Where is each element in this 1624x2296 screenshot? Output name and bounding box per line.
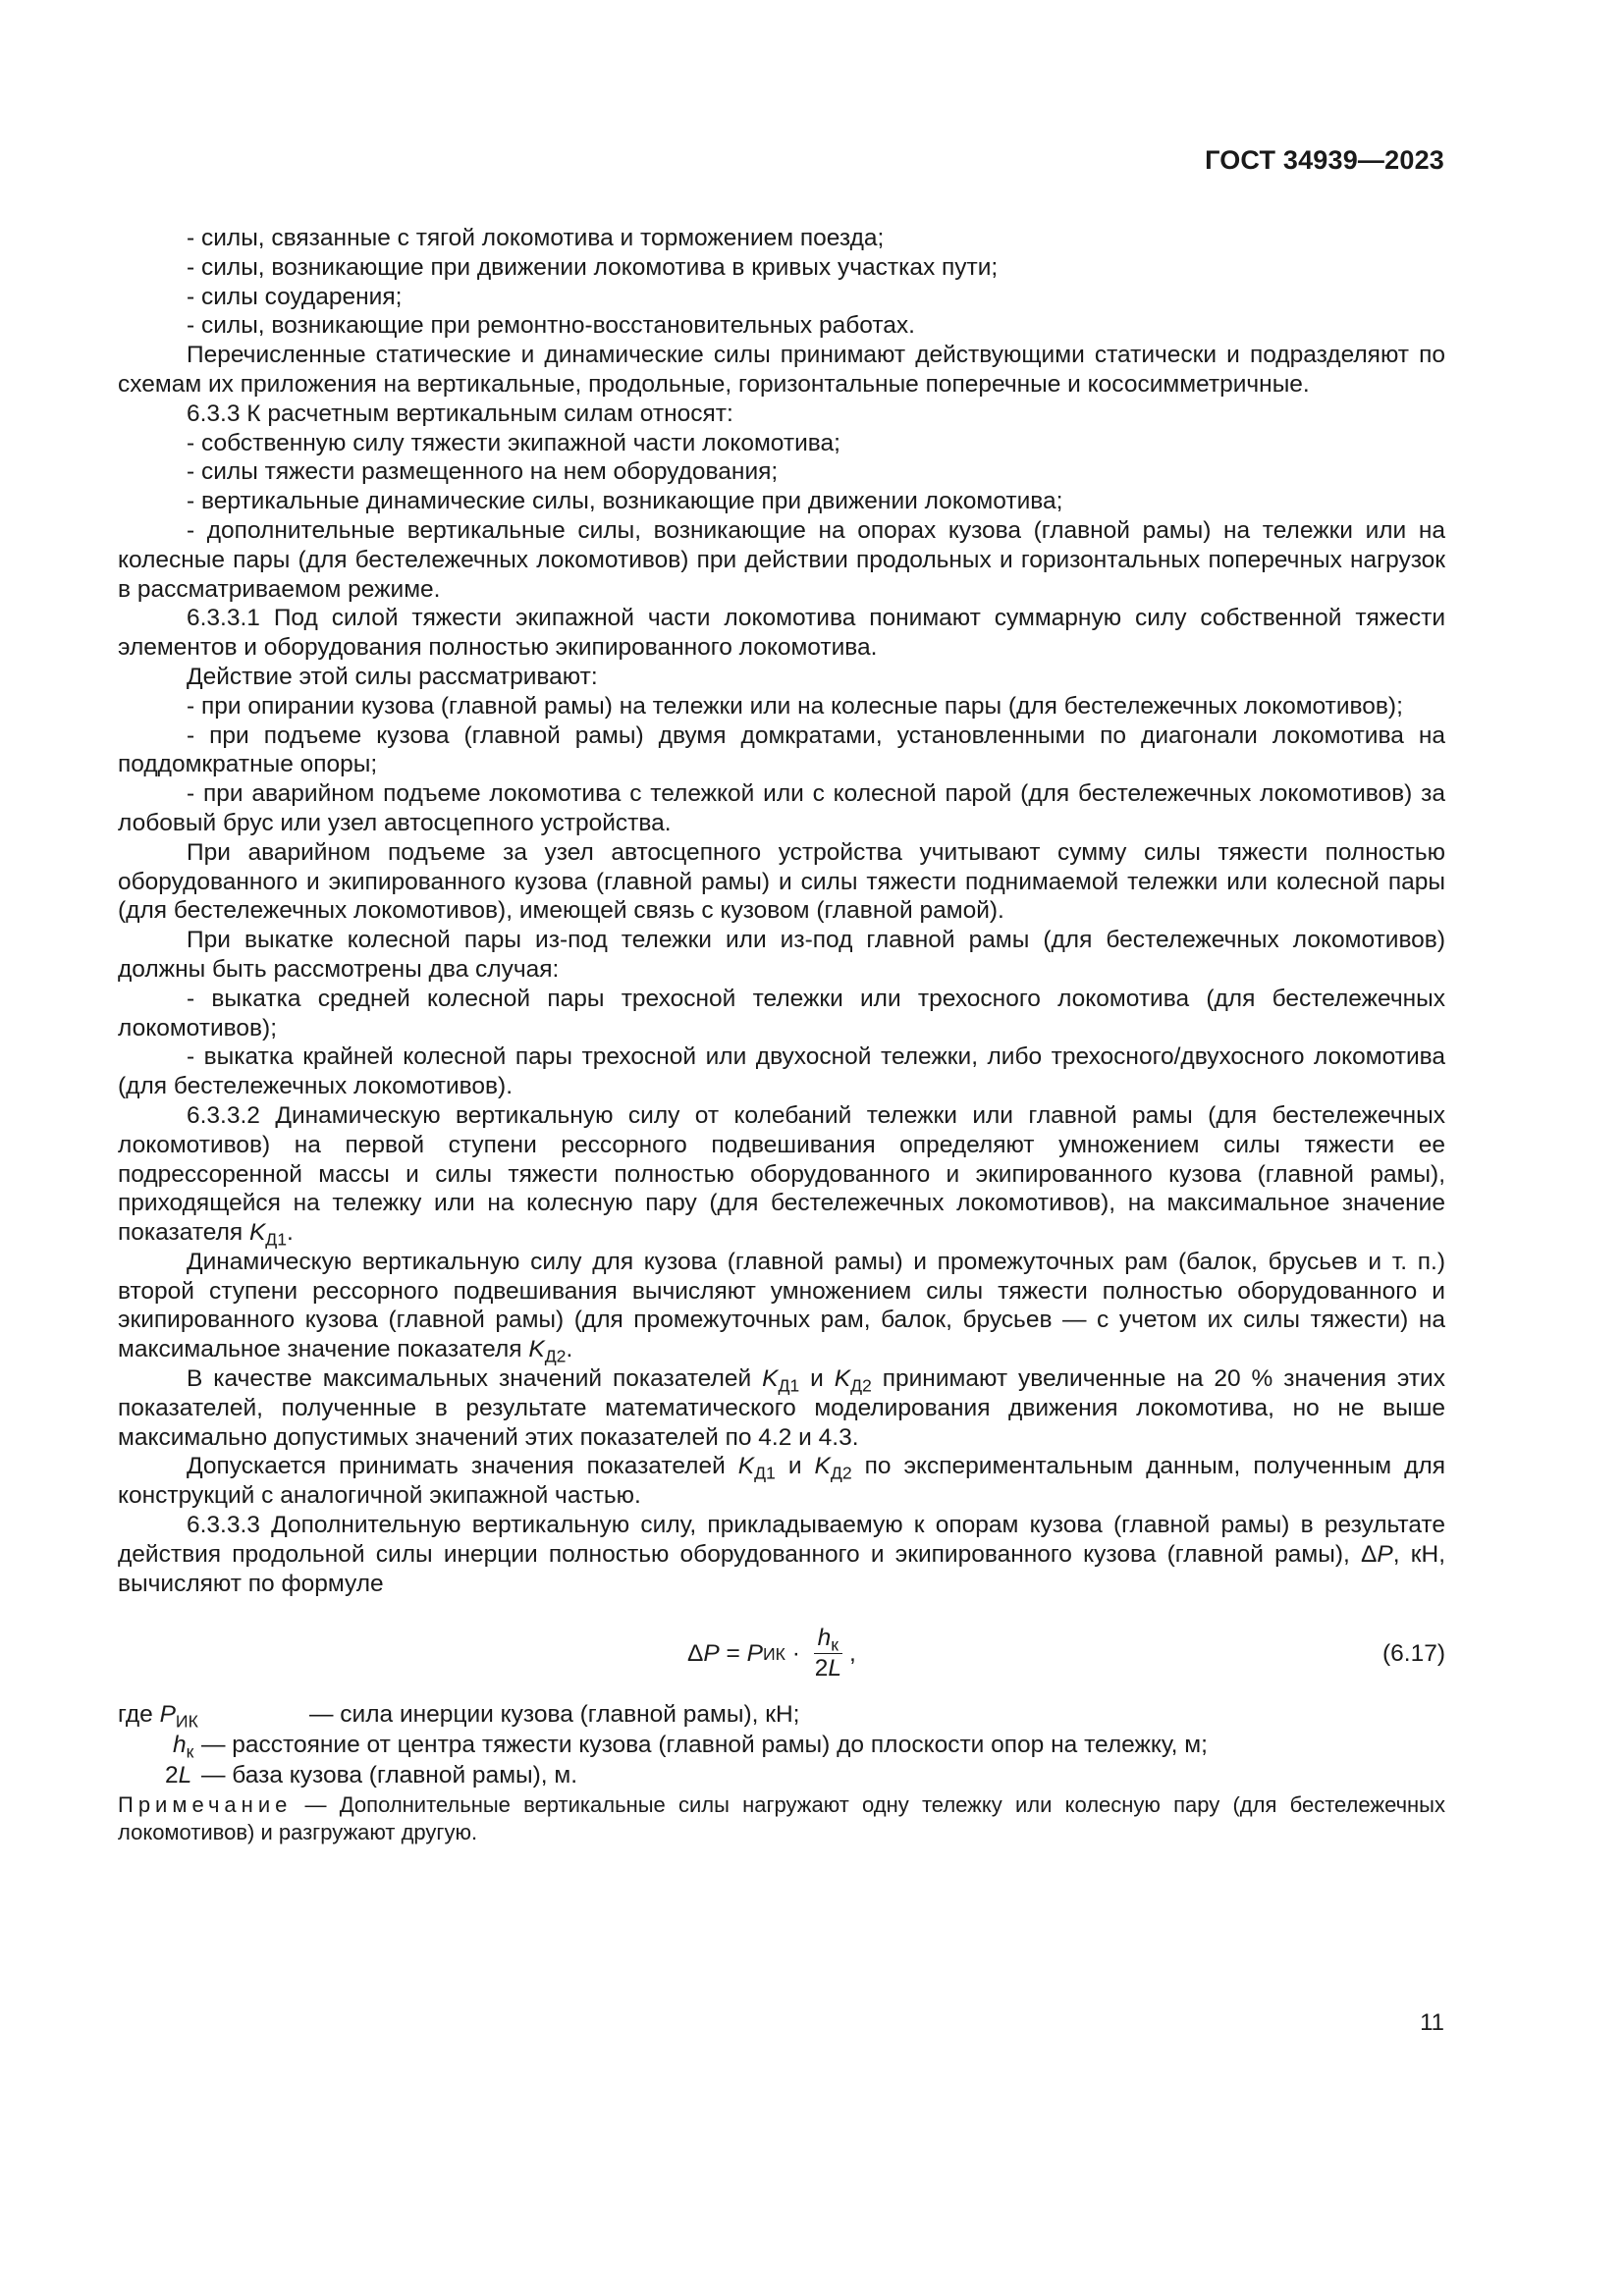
list-item: - выкатка крайней колесной пары трехосной или двухосной тележки, либо трехосного/двухосного локомотива (для бестележечных локомотивов). [118, 1043, 1445, 1100]
paragraph: Перечисленные статические и динамические силы принимают действующими статически и подразделяют по схемам их приложения на вертикальные, продольные, горизонтальные поперечные и кососимметричные. [118, 342, 1445, 398]
list-item: - силы соударения; [187, 283, 403, 310]
document-code: ГОСТ 34939—2023 [1205, 145, 1444, 175]
list-item: - силы тяжести размещенного на нем оборудования; [187, 458, 779, 486]
paragraph-6-3-3-1: 6.3.3.1 Под силой тяжести экипажной части локомотива понимают суммарную силу собственной тяжести элементов и оборудования полностью экипированного локомотива. [118, 605, 1445, 662]
list-item: - при аварийном подъеме локомотива с тележкой или с колесной парой (для бестележечных локомотивов) за лобовый брус или узел автосцепного устройства. [118, 780, 1445, 836]
list-item: - при опирании кузова (главной рамы) на тележки или на колесные пары (для бестележечных локомотивов); [187, 692, 1403, 720]
formula-6-17 [118, 1606, 1445, 1700]
definition-p-ik: где $P_{ИК}$ — сила инерции кузова (главной рамы), кН; [118, 1701, 800, 1733]
definition-h-k: $h_к$ — расстояние от центра тяжести кузова (главной рамы) до плоскости опор на тележку, м; [173, 1732, 1208, 1763]
paragraph: Допускается принимать значения показателей $K_{Д1}$ и $K_{Д2}$ по экспериментальным данным, полученным для конструкций с аналогичной экипажной частью. [118, 1453, 1445, 1510]
paragraph-6-3-3-3: 6.3.3.3 Дополнительную вертикальную силу, прикладываемую к опорам кузова (главной рамы) в результате действия продольной силы инерции полностью оборудованного и экипированного кузова (главной рамы), ΔP, кН, вычисляют по формуле [118, 1512, 1445, 1597]
paragraph: Динамическую вертикальную силу для кузова (главной рамы) и промежуточных рам (балок, брусьев и т. п.) второй ступени рессорного подвешивания вычисляют умножением силы тяжести полностью оборудованного и экипированного кузова (главной рамы) (для промежуточных рам, балок, брусьев — с учетом их силы тяжести) на максимальное значение показателя $K_{Д2}$. [118, 1248, 1445, 1366]
paragraph-6-3-3-2: 6.3.3.2 Динамическую вертикальную силу от колебаний тележки или главной рамы (для бестележечных локомотивов) на первой ступени рессорного подвешивания определяют умножением силы тяжести ее подрессоренной массы и силы тяжести полностью оборудованного и экипированного кузова (главной рамы), приходящейся на тележку или на колесную пару (для бестележечных локомотивов), на максимальное значение показателя $K_{Д1}$. [118, 1101, 1445, 1250]
list-item: - при подъеме кузова (главной рамы) двумя домкратами, установленными по диагонали локомотива на поддомкратные опоры; [118, 721, 1445, 778]
formula-expression: Δ P = P ИК · $\frac{h_к}{2L}$ , [687, 1625, 856, 1682]
note: Примечание — Дополнительные вертикальные силы нагружают одну тележку или колесную пару (для бестележечных локомотивов) и разгружают другую. [118, 1792, 1445, 1845]
list-item: - силы, возникающие при ремонтно-восстановительных работах. [187, 312, 915, 340]
paragraph: Действие этой силы рассматривают: [187, 663, 598, 690]
list-item: - вертикальные динамические силы, возникающие при движении локомотива; [187, 488, 1063, 515]
list-item: - дополнительные вертикальные силы, возникающие на опорах кузова (главной рамы) на тележки или на колесные пары (для бестележечных локомотивов) при действии продольных и горизонтальных поперечных нагрузок в рассматриваемом режиме. [118, 516, 1445, 603]
list-item: - силы, связанные с тягой локомотива и торможением поезда; [187, 225, 885, 251]
paragraph: В качестве максимальных значений показателей $K_{Д1}$ и $K_{Д2}$ принимают увеличенные на 20 % значения этих показателей, полученные в результате математического моделирования движения локомотива, но не выше максимально допустимых значений этих показателей по 4.2 и 4.3. [118, 1365, 1445, 1451]
paragraph: При аварийном подъеме за узел автосцепного устройства учитывают сумму силы тяжести полностью оборудованного и экипированного кузова (главной рамы) и силы тяжести поднимаемой тележки или колесной пары (для бестележечных локомотивов), имеющей связь с кузовом (главной рамой). [118, 838, 1445, 925]
paragraph: При выкатке колесной пары из-под тележки или из-под главной рамы (для бестележечных локомотивов) должны быть рассмотрены два случая: [118, 927, 1445, 983]
list-item: - силы, возникающие при движении локомотива в кривых участках пути; [187, 253, 999, 281]
page-body [118, 224, 1445, 1846]
formula-number: (6.17) [1381, 1640, 1445, 1668]
page-number: 11 [1420, 2009, 1444, 2036]
list-item: - собственную силу тяжести экипажной части локомотива; [187, 429, 840, 456]
formula-fraction: $\frac{h_к}{2L}$ [814, 1625, 841, 1682]
note-label: Примечание [118, 1792, 293, 1818]
section-heading-6-3-3: 6.3.3 К расчетным вертикальным силам относят: [187, 400, 733, 427]
definition-2l: 2L — база кузова (главной рамы), м. [165, 1762, 578, 1789]
list-item: - выкатка средней колесной пары трехосной тележки или трехосного локомотива (для бестележечных локомотивов); [118, 985, 1445, 1041]
